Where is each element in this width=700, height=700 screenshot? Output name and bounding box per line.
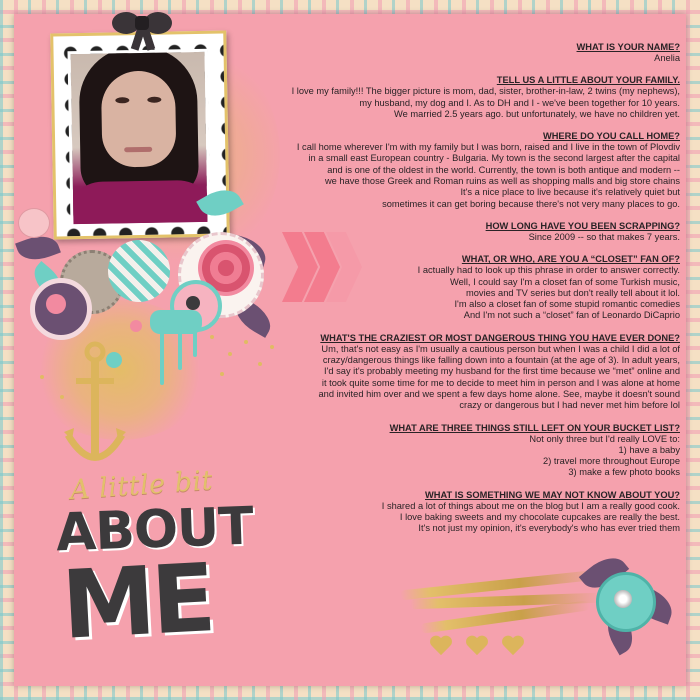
answer-line: in a small east European country - Bulgaria. My town is the second largest after the capital [308, 153, 680, 164]
striped-circle [108, 240, 170, 302]
gold-anchor-icon [60, 340, 130, 480]
answer-line: I'm also a closet fan of some stupid romantic comedies [454, 299, 680, 310]
question-heading: WHAT IS YOUR NAME? [576, 42, 680, 52]
gold-dot [244, 340, 248, 344]
portrait-photo [67, 49, 210, 227]
gold-heart-icon [466, 636, 488, 658]
flower-center [46, 294, 66, 314]
pig-charm [18, 208, 50, 238]
answer-line: 3) make a few photo books [568, 467, 680, 478]
gold-heart-icon [502, 636, 524, 658]
question-heading: WHAT'S THE CRAZIEST OR MOST DANGEROUS THING YOU HAVE EVER DONE? [320, 332, 680, 343]
teal-drip-strand [193, 325, 197, 357]
title-me: ME [59, 544, 215, 661]
answer-line: movies and TV series but don't really tell about it lol. [466, 287, 680, 298]
gold-heart-icon [430, 636, 452, 658]
answer-line: I actually had to look up this phrase in order to answer correctly. [417, 265, 680, 276]
gold-dot [220, 372, 224, 376]
button-center [186, 296, 200, 310]
ribbon-bow [112, 6, 172, 50]
answer-line: I call home wherever I'm with my family but I was born, raised and I live in the town of Plovdiv [296, 142, 680, 153]
answer-line: 2) travel more throughout Europe [543, 456, 680, 467]
answer-line: and is one of the oldest in the world. Currently, the town is both antique and modern -- [327, 164, 680, 175]
answer-line: I'd say it's probably meeting my husband for the first time because we “met” online and [324, 366, 680, 377]
title-script: A little bit [69, 465, 214, 506]
journaling-text [250, 42, 680, 535]
tiny-pink-flower [130, 320, 142, 332]
answer-line: Not only three but I'd really LOVE to: [529, 433, 680, 444]
gem-center [614, 590, 632, 608]
answer-line: crazy/dangerous things like falling down into a fountain (at the age of 3). In adult years, [322, 355, 680, 366]
question-heading: WHAT IS SOMETHING WE MAY NOT KNOW ABOUT YOU? [425, 489, 680, 500]
answer-line: my husband, my dog and I. As to DH and I - we've been together for 10 years. [359, 97, 680, 108]
gold-dot [210, 335, 214, 339]
teal-drip-strand [160, 325, 164, 385]
photo-mouth [124, 147, 152, 152]
question-heading: WHAT, OR WHO, ARE YOU A “CLOSET” FAN OF? [461, 254, 680, 265]
answer-line: I love baking sweets and my chocolate cupcakes are really the best. [399, 512, 680, 523]
gold-dot [228, 352, 232, 356]
photo-face [101, 70, 177, 167]
answer-line: 1) have a baby [618, 444, 680, 455]
answer-line: I shared a lot of things about me on the blog but I am a really good cook. [381, 500, 680, 511]
answer-line: crazy or dangerous but I had never met him before lol [459, 400, 680, 411]
answer-line: Well, I could say I'm a closet fan of some Turkish music, [450, 276, 680, 287]
photo-shirt [67, 180, 210, 228]
answer-line: We married 2.5 years ago. but unfortunately, we have no children yet. [394, 108, 680, 119]
question-heading: WHAT ARE THREE THINGS STILL LEFT ON YOUR BUCKET LIST? [389, 422, 680, 433]
answer-line: we have those Greek and Roman ruins as well as shopping malls and big store chains [324, 176, 680, 187]
answer-line: It's a nice place to live because it's relatively quiet but [460, 187, 680, 198]
question-heading: WHERE DO YOU CALL HOME? [542, 131, 680, 142]
answer-line: and invited him over and we spent a few days home alone. See, maybe it doesn't sound [318, 388, 680, 399]
answer-line: I love my family!!! The bigger picture is mom, dad, sister, brother-in-law, 2 twins (my nephews), [291, 86, 680, 97]
teal-drip-strand [178, 325, 182, 370]
answer-line: it took quite some time for me to decide to meet him in person and I was alone at home [321, 377, 680, 388]
answer-line: Um, that's not easy as I'm usually a cautious person but when I was a child I did a lot of [321, 343, 680, 354]
answer-line: It's not just my opinion, it's everybody's who has ever tried them [418, 523, 680, 534]
question-heading: HOW LONG HAVE YOU BEEN SCRAPPING? [485, 220, 680, 231]
answer-line: sometimes it can get boring because there's not very many places to go. [382, 198, 680, 209]
gold-dot [40, 375, 44, 379]
answer-line: And I'm not such a “closet” fan of Leonardo DiCaprio [463, 310, 680, 321]
answer-line: Since 2009 -- so that makes 7 years. [528, 231, 680, 242]
question-heading: TELL US A LITTLE ABOUT YOUR FAMILY. [496, 75, 680, 86]
title-about: ABOUT [55, 496, 254, 564]
answer-line: Anelia [654, 53, 680, 63]
